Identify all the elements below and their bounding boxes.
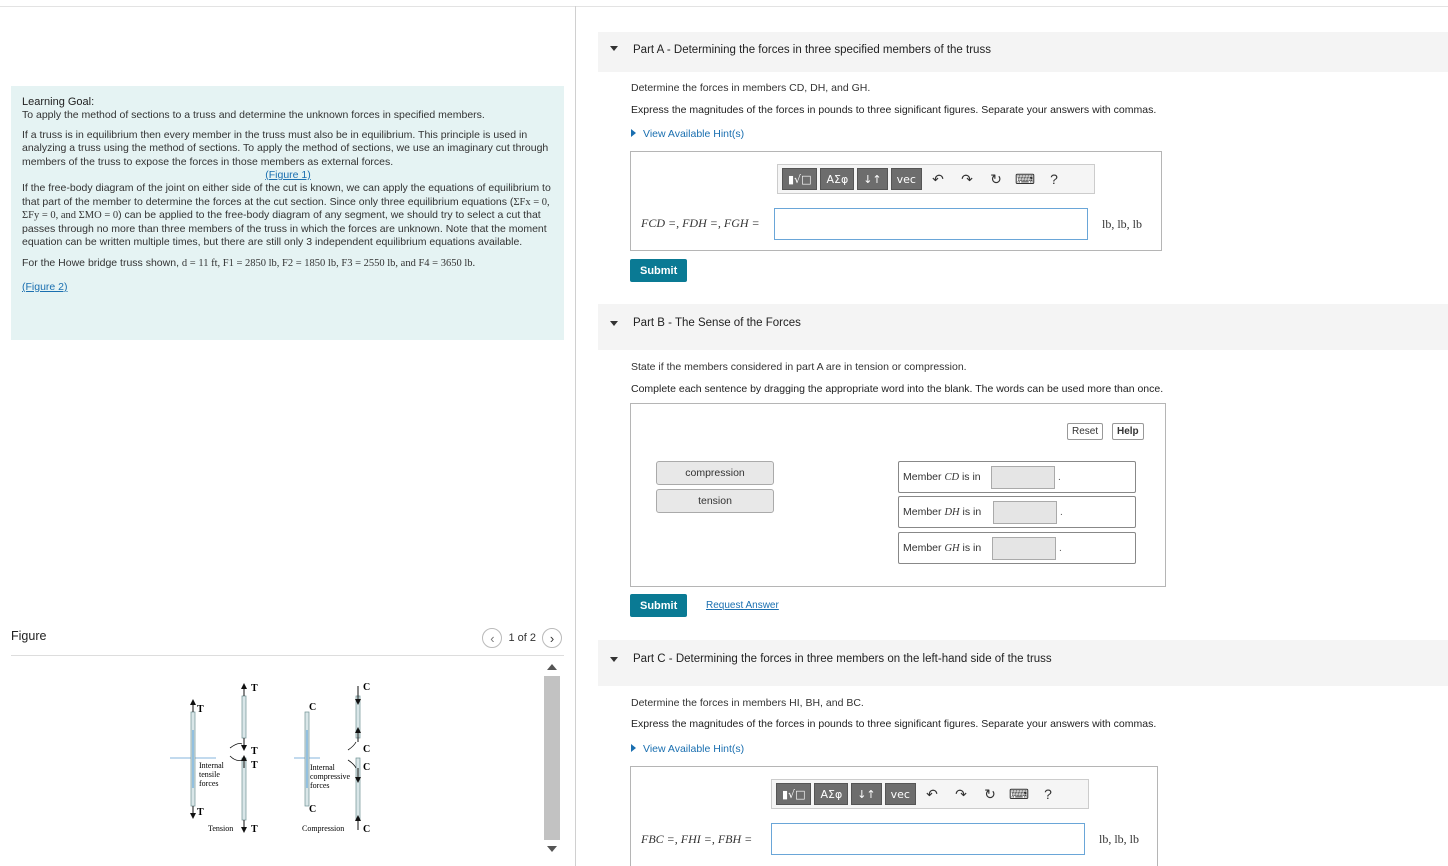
given-values: For the Howe bridge truss shown, d = 11 ft, F1 = 2850 lb, F2 = 1850 lb, F3 = 2550 lb, and F4 = 3650 lb. [22, 257, 476, 270]
label-c-4: C [363, 744, 371, 755]
scroll-up-icon[interactable] [547, 664, 557, 670]
vec-button[interactable]: vec [891, 168, 922, 190]
figure-scrollbar[interactable] [543, 660, 561, 860]
part-a-answer-input[interactable] [774, 208, 1088, 240]
part-c-instruction: Determine the forces in members HI, BH, and BC. [631, 697, 864, 709]
part-a-express: Express the magnitudes of the forces in pounds to three significant figures. Separate your answers with commas. [631, 104, 1157, 116]
part-a-header[interactable] [598, 32, 1448, 72]
learning-goal-title: Learning Goal: [22, 96, 95, 108]
figure-pager [482, 628, 562, 648]
part-a-equation-label: FCD =, FDH =, FGH = [641, 216, 760, 230]
greek-button[interactable]: ΑΣφ [814, 783, 848, 805]
part-c-units: lb, lb, lb [1099, 832, 1140, 846]
label-internal-tensile-2: tensile [199, 770, 220, 779]
scroll-down-icon[interactable] [547, 846, 557, 852]
collapse-triangle-icon[interactable] [610, 46, 618, 51]
part-c-answer-box [630, 766, 1158, 866]
figure-label: Figure [11, 629, 47, 643]
part-b-header[interactable] [598, 304, 1448, 350]
drop-slot-gh[interactable] [992, 537, 1056, 560]
part-a-submit-button[interactable]: Submit [630, 259, 687, 282]
template-button[interactable]: ▮√□ [776, 783, 811, 805]
undo-icon[interactable]: ↶ [926, 785, 938, 802]
drop-slot-cd[interactable] [991, 466, 1055, 489]
reset-icon[interactable]: ↻ [990, 170, 1002, 187]
figure-page-count: 1 of 2 [508, 632, 536, 644]
request-answer-link[interactable]: Request Answer [706, 600, 779, 611]
part-c-hint-link[interactable]: View Available Hint(s) [631, 743, 744, 755]
member-dh: DH [944, 507, 960, 518]
part-a-hint-link[interactable]: View Available Hint(s) [631, 128, 744, 140]
chip-tension[interactable]: tension [656, 489, 774, 513]
reset-button[interactable]: Reset [1067, 423, 1103, 440]
reset-icon[interactable]: ↻ [984, 785, 996, 802]
part-b-submit-button[interactable]: Submit [630, 594, 687, 617]
label-internal-tensile-3: forces [199, 779, 219, 788]
label-internal-compressive-2: compressive [310, 772, 350, 781]
part-c-title: Part C - Determining the forces in three members on the left-hand side of the truss [633, 653, 1052, 665]
compression-member-bottom [356, 758, 360, 820]
label-t-2: T [197, 807, 204, 818]
part-c-express: Express the magnitudes of the forces in pounds to three significant figures. Separate your answers with commas. [631, 718, 1157, 730]
part-a-instruction: Determine the forces in members CD, DH, and GH. [631, 82, 871, 94]
sort-button[interactable]: ↓↑ [857, 168, 887, 190]
keyboard-icon[interactable]: ⌨ [1008, 785, 1030, 802]
learning-goal-subtitle: To apply the method of sections to a truss and determine the unknown forces in specified members. [22, 109, 485, 122]
part-a-title: Part A - Determining the forces in three specified members of the truss [633, 44, 991, 56]
member-cd: CD [944, 472, 960, 483]
sentence-gh: Member GH is in . [898, 532, 1136, 564]
caret-right-icon [631, 129, 636, 137]
member-gh: GH [944, 543, 960, 554]
label-compression: Compression [302, 824, 345, 833]
label-c-2: C [309, 804, 317, 815]
learning-goal-para2: If the free-body diagram of the joint on either side of the cut is known, we can apply the equations of equilibrium to that part of the member to determine the forces at the cut section. Since only three equilibrium equations (ΣFx = 0, ΣFy = 0, and ΣMO = 0) can be applied to the free-body diagram of any segment, we should try to select a cut that passes through no more than three members of the truss in which the forces are unknown. Note that the moment equation can be written multiple times, but there are still only 3 independent equilibrium equations available. [22, 182, 551, 249]
math-toolbar-a [777, 164, 1095, 194]
sentence-cd: Member CD is in . [898, 461, 1136, 493]
figure2-link[interactable]: (Figure 2) [22, 280, 68, 293]
redo-icon[interactable]: ↷ [961, 170, 973, 187]
help-button[interactable]: Help [1112, 423, 1144, 440]
learning-goal-para1: If a truss is in equilibrium then every member in the truss must also be in equilibrium. This principle is used in analyzing a truss using the method of sections. To apply the method of sections, we use an imaginary cut through members of the truss to expose the forces in those members as external forces. (Figure 1) [22, 129, 554, 183]
part-b-title: Part B - The Sense of the Forces [633, 317, 801, 329]
right-pane [576, 0, 1448, 866]
part-b-express: Complete each sentence by dragging the appropriate word into the blank. The words can be used more than once. [631, 383, 1164, 395]
equilibrium-equations: ΣFx = 0, ΣFy = 0, and ΣMO = 0 [22, 196, 550, 222]
part-b-drag-area [630, 403, 1166, 587]
chevron-left-icon[interactable]: ‹ [482, 628, 502, 648]
part-b-instruction: State if the members considered in part A are in tension or compression. [631, 361, 967, 373]
help-icon[interactable]: ? [1050, 171, 1058, 187]
collapse-triangle-icon[interactable] [610, 321, 618, 326]
part-a-answer-box [630, 151, 1162, 251]
vec-button[interactable]: vec [885, 783, 916, 805]
sort-button[interactable]: ↓↑ [851, 783, 881, 805]
label-internal-compressive-3: forces [310, 781, 330, 790]
keyboard-icon[interactable]: ⌨ [1014, 170, 1036, 187]
figure1-link[interactable]: (Figure 1) [265, 169, 311, 182]
undo-icon[interactable]: ↶ [932, 170, 944, 187]
left-pane [0, 0, 575, 866]
part-c-answer-input[interactable] [771, 823, 1085, 855]
figure-image [170, 672, 390, 842]
sentence-dh: Member DH is in . [898, 496, 1136, 528]
label-c-3: C [363, 682, 371, 693]
label-internal-compressive-1: Internal [310, 763, 335, 772]
scroll-thumb[interactable] [544, 676, 560, 840]
collapse-triangle-icon[interactable] [610, 657, 618, 662]
label-c-5: C [363, 762, 371, 773]
label-c-1: C [309, 702, 317, 713]
label-t-4: T [251, 746, 258, 757]
learning-goal-panel [11, 86, 564, 340]
figure-header [11, 626, 564, 656]
part-c-equation-label: FBC =, FHI =, FBH = [641, 832, 753, 846]
label-internal-tensile-1: Internal [199, 761, 224, 770]
label-t-6: T [251, 824, 258, 835]
part-a-units: lb, lb, lb [1102, 217, 1143, 231]
redo-icon[interactable]: ↷ [955, 785, 967, 802]
drop-slot-dh[interactable] [993, 501, 1057, 524]
help-icon[interactable]: ? [1044, 786, 1052, 802]
label-tension: Tension [208, 824, 234, 833]
tension-member-top [242, 696, 246, 738]
label-t-3: T [251, 683, 258, 694]
part-c-header[interactable] [598, 640, 1448, 686]
label-c-6: C [363, 824, 371, 835]
label-t-5: T [251, 760, 258, 771]
math-toolbar-c [771, 779, 1089, 809]
label-t-1: T [197, 704, 204, 715]
template-button[interactable]: ▮√□ [782, 168, 817, 190]
chip-compression[interactable]: compression [656, 461, 774, 485]
chevron-right-icon[interactable]: › [542, 628, 562, 648]
caret-right-icon [631, 744, 636, 752]
greek-button[interactable]: ΑΣφ [820, 168, 854, 190]
truss-member-diagram [170, 672, 390, 842]
